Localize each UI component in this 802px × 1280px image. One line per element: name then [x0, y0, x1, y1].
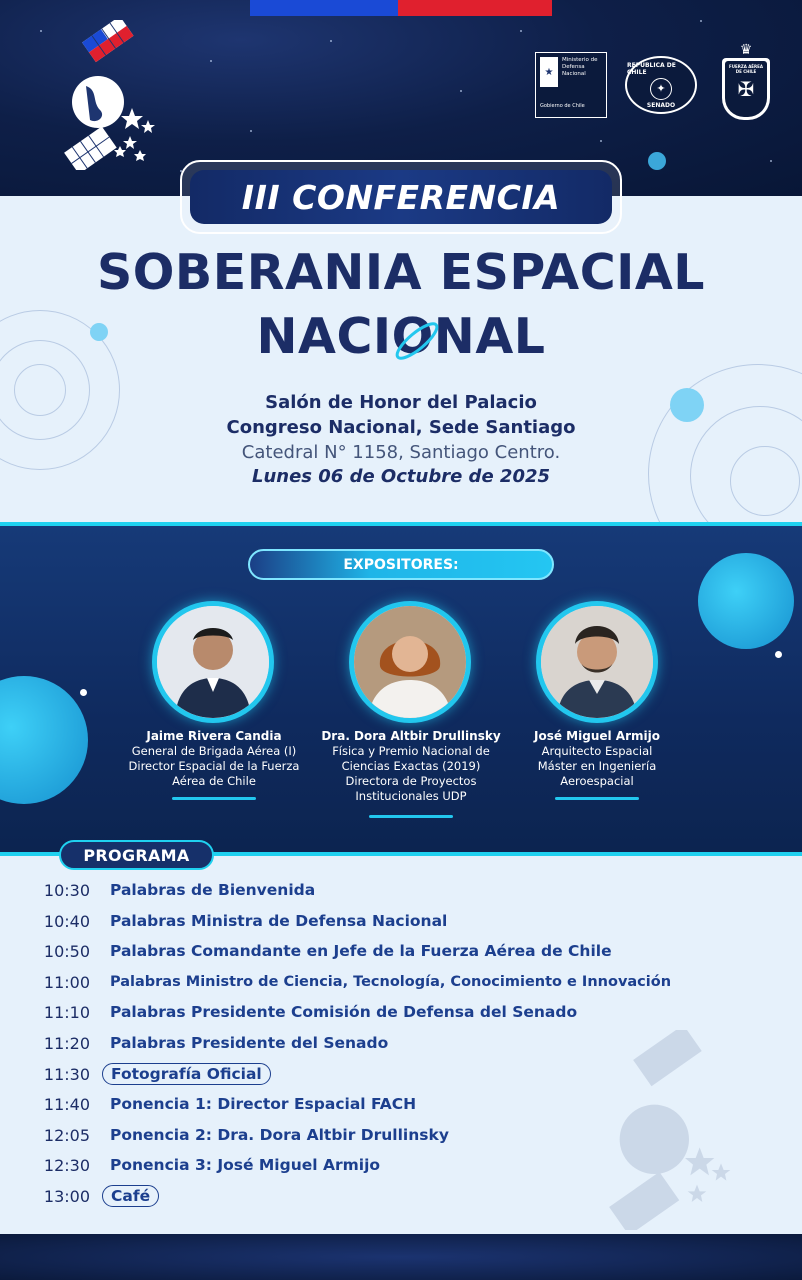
event-date: Lunes 06 de Octubre de 2025: [251, 466, 551, 487]
ministry-logo-line: Ministerio de: [562, 57, 598, 63]
program-time: 11:00: [43, 972, 90, 992]
program-label: Fotografía Oficial: [102, 1063, 271, 1085]
program-label: Palabras de Bienvenida: [110, 881, 316, 899]
speaker-info-1: [114, 729, 314, 789]
program-time: 13:00: [43, 1186, 90, 1206]
fach-logo-text: FUERZA AÉREA DE CHILE: [729, 64, 763, 74]
program-row: [0, 877, 315, 903]
program-time: 11:20: [43, 1033, 90, 1053]
senate-logo-line: SENADO: [646, 101, 676, 109]
ministry-logo-line: Nacional: [562, 71, 586, 77]
program-row: [0, 938, 612, 964]
program-row: [0, 1061, 271, 1087]
program-time: 11:40: [43, 1094, 90, 1114]
speaker-role: Directora de Proyectos: [345, 774, 477, 788]
speaker-photo-3: [536, 601, 658, 723]
speaker-role: Institucionales UDP: [355, 789, 467, 803]
speaker-role: Aérea de Chile: [172, 774, 256, 788]
speaker-photo-2: [349, 601, 471, 723]
program-time: 11:30: [43, 1064, 90, 1084]
speaker-role: Ciencias Exactas (2019): [341, 759, 481, 773]
headline-line-2: NACIONAL: [256, 308, 546, 365]
venue-line-2: Congreso Nacional, Sede Santiago: [226, 417, 576, 438]
senate-logo: [625, 56, 697, 114]
speakers-heading: EXPOSITORES:: [343, 556, 459, 573]
program-label: Palabras Presidente del Senado: [110, 1034, 389, 1052]
planet-dot: [698, 553, 794, 649]
program-label: Ponencia 1: Director Espacial FACH: [110, 1095, 417, 1113]
person-icon: [541, 606, 653, 718]
star-dot: [80, 689, 87, 696]
speaker-name: Jaime Rivera Candia: [146, 729, 282, 743]
satellite-watermark-icon: [556, 1030, 766, 1230]
crown-icon: ♛: [739, 42, 753, 58]
program-heading: PROGRAMA: [83, 845, 190, 865]
program-time: 12:30: [43, 1155, 90, 1175]
speaker-role: Arquitecto Espacial: [541, 744, 653, 758]
star-dot: [775, 651, 782, 658]
speaker-name: José Miguel Armijo: [534, 729, 660, 743]
satellite-globe-icon: [28, 20, 178, 170]
program-time: 10:30: [43, 880, 90, 900]
program-row: [0, 969, 671, 995]
planet-dot: [648, 152, 666, 170]
speaker-role: Aeroespacial: [560, 774, 634, 788]
speaker-underline: [172, 797, 256, 800]
program-row: [0, 1122, 449, 1148]
speaker-underline: [555, 797, 639, 800]
senate-logo-line: REPÚBLICA DE CHILE: [627, 61, 676, 76]
speaker-photo-1: [152, 601, 274, 723]
program-label: Café: [102, 1185, 159, 1207]
program-label: Palabras Ministro de Ciencia, Tecnología, Conocimiento e Innovación: [110, 974, 672, 990]
program-heading-badge: [59, 840, 214, 870]
venue-address: Catedral N° 1158, Santiago Centro.: [241, 442, 561, 463]
program-label: Palabras Ministra de Defensa Nacional: [110, 912, 448, 930]
speakers-heading-badge: [248, 549, 554, 580]
fach-logo: [722, 40, 770, 124]
program-time: 10:40: [43, 911, 90, 931]
speaker-role: Física y Premio Nacional de: [332, 744, 490, 758]
program-row: [0, 1183, 159, 1209]
shield-icon: ★: [540, 57, 558, 87]
program-label: Ponencia 3: José Miguel Armijo: [110, 1156, 381, 1174]
speaker-role: Máster en Ingeniería: [537, 759, 657, 773]
flag-stripe-red: [398, 0, 552, 16]
program-label: Palabras Presidente Comisión de Defensa del Senado: [110, 1003, 578, 1021]
person-icon: [157, 606, 269, 718]
program-label: Palabras Comandante en Jefe de la Fuerza Aérea de Chile: [110, 942, 612, 960]
program-row: [0, 1091, 416, 1117]
conference-title: III CONFERENCIA: [241, 177, 561, 217]
program-row: [0, 908, 447, 934]
program-row: [0, 1030, 388, 1056]
flag-stripe-blue: [250, 0, 398, 16]
program-row: [0, 1152, 380, 1178]
person-icon: [354, 606, 466, 718]
speaker-info-2: [311, 729, 511, 804]
program-time: 11:10: [43, 1002, 90, 1022]
program-time: 12:05: [43, 1125, 90, 1145]
headline-line-1: SOBERANIA ESPACIAL: [96, 244, 706, 301]
speaker-role: Director Espacial de la Fuerza: [128, 759, 300, 773]
program-row: [0, 999, 577, 1025]
ministry-logo-footer: Gobierno de Chile: [540, 103, 585, 109]
speaker-underline: [369, 815, 453, 818]
conference-badge: [180, 160, 622, 234]
space-background-bottom: [0, 1234, 802, 1280]
eagle-icon: ✠: [737, 77, 755, 101]
conference-badge-inner: [190, 170, 612, 224]
ministry-defense-logo: [535, 52, 607, 118]
program-time: 10:50: [43, 941, 90, 961]
venue-line-1: Salón de Honor del Palacio: [265, 392, 537, 413]
crest-icon: ✦: [650, 78, 672, 100]
program-label: Ponencia 2: Dra. Dora Altbir Drullinsky: [110, 1126, 449, 1144]
speaker-role: General de Brigada Aérea (I): [131, 744, 297, 758]
speaker-name: Dra. Dora Altbir Drullinsky: [321, 729, 501, 743]
orbit-swoosh-icon: [388, 316, 446, 366]
speaker-info-3: [497, 729, 697, 789]
ministry-logo-line: Defensa: [562, 64, 585, 70]
